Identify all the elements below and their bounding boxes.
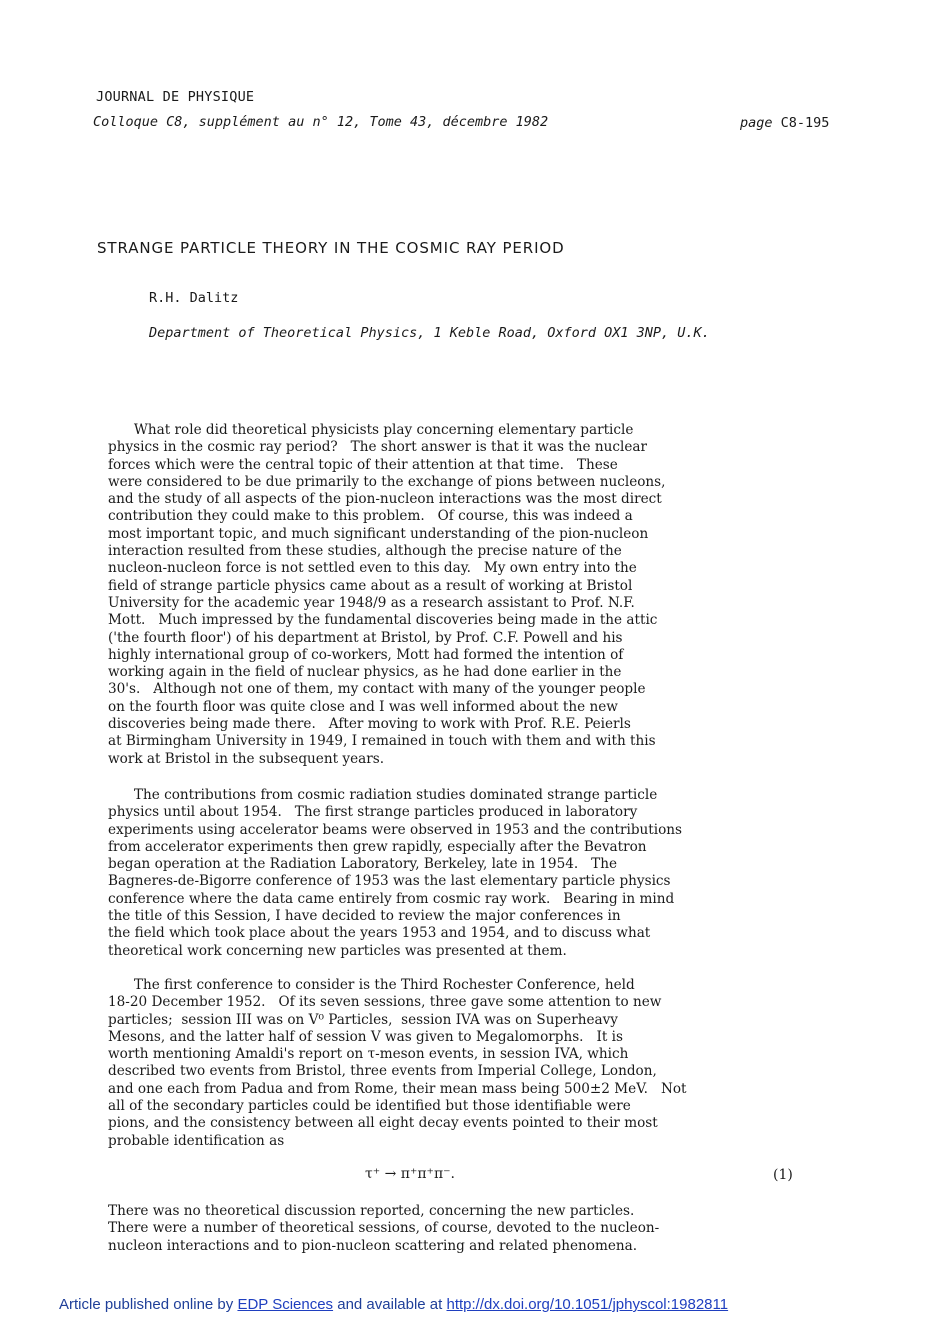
text-line: all of the secondary particles could be identified but those identifiable were — [108, 1098, 631, 1115]
doi-link[interactable]: http://dx.doi.org/10.1051/jphyscol:1982811 — [446, 1296, 729, 1313]
text-line: nucleon interactions and to pion-nucleon scattering and related phenomena. — [108, 1237, 638, 1254]
text-line: and one each from Padua and from Rome, their mean mass being 500±2 MeV. Not — [108, 1080, 687, 1097]
text-line: particles; session III was on V⁰ Particles, session IVA was on Superheavy — [108, 1011, 618, 1028]
text-line: on the fourth floor was quite close and I was well informed about the new — [108, 698, 618, 715]
publisher-link[interactable]: EDP Sciences — [237, 1296, 334, 1313]
text-line: Mott. Much impressed by the fundamental discoveries being made in the attic — [108, 612, 658, 629]
text-line: were considered to be due primarily to the exchange of pions between nucleons, — [108, 473, 666, 490]
issue-citation: Colloque C8, supplément au n° 12, Tome 43, décembre 1982 — [93, 114, 549, 130]
text-line: described two events from Bristol, three events from Imperial College, London, — [108, 1063, 657, 1080]
footer-prefix: Article published online by — [59, 1296, 234, 1313]
text-line: began operation at the Radiation Laboratory, Berkeley, late in 1954. The — [108, 856, 618, 873]
text-line: There was no theoretical discussion reported, concerning the new particles. — [108, 1203, 635, 1219]
text-line: pions, and the consistency between all eight decay events pointed to their most — [108, 1115, 658, 1132]
text-line: most important topic, and much significant understanding of the pion-nucleon — [108, 525, 649, 542]
text-line: field of strange particle physics came about as a result of working at Bristol — [108, 577, 633, 594]
text-line: from accelerator experiments then grew rapidly, especially after the Bevatron — [108, 838, 647, 855]
text-line: working again in the field of nuclear physics, as he had done earlier in the — [108, 664, 622, 681]
text-line: theoretical work concerning new particles was presented at them. — [108, 942, 567, 959]
text-line: 18-20 December 1952. Of its seven sessions, three gave some attention to new — [108, 994, 662, 1011]
text-line: experiments using accelerator beams were observed in 1953 and the contributions — [108, 821, 683, 838]
text-line: Bagneres-de-Bigorre conference of 1953 was the last elementary particle physics — [108, 873, 671, 890]
page-prefix: page — [740, 115, 773, 131]
author-name: R.H. Dalitz — [149, 290, 239, 306]
text-line: ('the fourth floor') of his department at Bristol, by Prof. C.F. Powell and his — [108, 629, 623, 646]
equation-1: τ⁺ → π⁺π⁺π⁻. — [365, 1166, 455, 1182]
text-line: What role did theoretical physicists play concerning elementary particle — [108, 422, 634, 438]
equation-number: (1) — [773, 1167, 793, 1183]
text-line: University for the academic year 1948/9 as a research assistant to Prof. N.F. — [108, 594, 635, 611]
paragraph-1 — [108, 422, 828, 768]
text-line: physics in the cosmic ray period? The short answer is that it was the nuclear — [108, 439, 647, 456]
journal-name: JOURNAL DE PHYSIQUE — [96, 89, 255, 105]
text-line: Mesons, and the latter half of session V was given to Megalomorphs. It is — [108, 1028, 623, 1045]
text-line: There were a number of theoretical sessions, of course, devoted to the nucleon- — [108, 1220, 660, 1237]
text-line: physics until about 1954. The first strange particles produced in laboratory — [108, 804, 638, 821]
text-line: forces which were the central topic of their attention at that time. These — [108, 456, 618, 473]
text-line: the title of this Session, I have decided to review the major conferences in — [108, 908, 621, 925]
footer-middle: and available at — [337, 1296, 443, 1313]
text-line: nucleon-nucleon force is not settled even to this day. My own entry into the — [108, 560, 637, 577]
text-line: The first conference to consider is the Third Rochester Conference, held — [108, 977, 635, 993]
article-title: STRANGE PARTICLE THEORY IN THE COSMIC RAY PERIOD — [97, 239, 565, 257]
text-line: work at Bristol in the subsequent years. — [108, 750, 385, 767]
text-line: probable identification as — [108, 1132, 285, 1149]
text-line: discoveries being made there. After moving to work with Prof. R.E. Peierls — [108, 716, 631, 733]
page-number-value: C8-195 — [780, 115, 830, 131]
publication-footer — [59, 1296, 728, 1313]
text-line: highly international group of co-workers, Mott had formed the intention of — [108, 646, 624, 663]
text-line: worth mentioning Amaldi's report on τ-meson events, in session IVA, which — [108, 1046, 629, 1063]
paragraph-2 — [108, 787, 828, 960]
text-line: the field which took place about the years 1953 and 1954, and to discuss what — [108, 925, 651, 942]
text-line: and the study of all aspects of the pion-nucleon interactions was the most direct — [108, 491, 662, 508]
page-number — [740, 115, 829, 131]
author-affiliation: Department of Theoretical Physics, 1 Keble Road, Oxford OX1 3NP, U.K. — [149, 325, 710, 341]
text-line: 30's. Although not one of them, my contact with many of the younger people — [108, 681, 646, 698]
text-line: conference where the data came entirely from cosmic ray work. Bearing in mind — [108, 890, 675, 907]
text-line: The contributions from cosmic radiation studies dominated strange particle — [108, 787, 658, 803]
text-line: interaction resulted from these studies, although the precise nature of the — [108, 543, 622, 560]
text-line: at Birmingham University in 1949, I remained in touch with them and with this — [108, 733, 656, 750]
paragraph-4 — [108, 1203, 828, 1255]
paragraph-3 — [108, 977, 828, 1150]
text-line: contribution they could make to this problem. Of course, this was indeed a — [108, 508, 633, 525]
